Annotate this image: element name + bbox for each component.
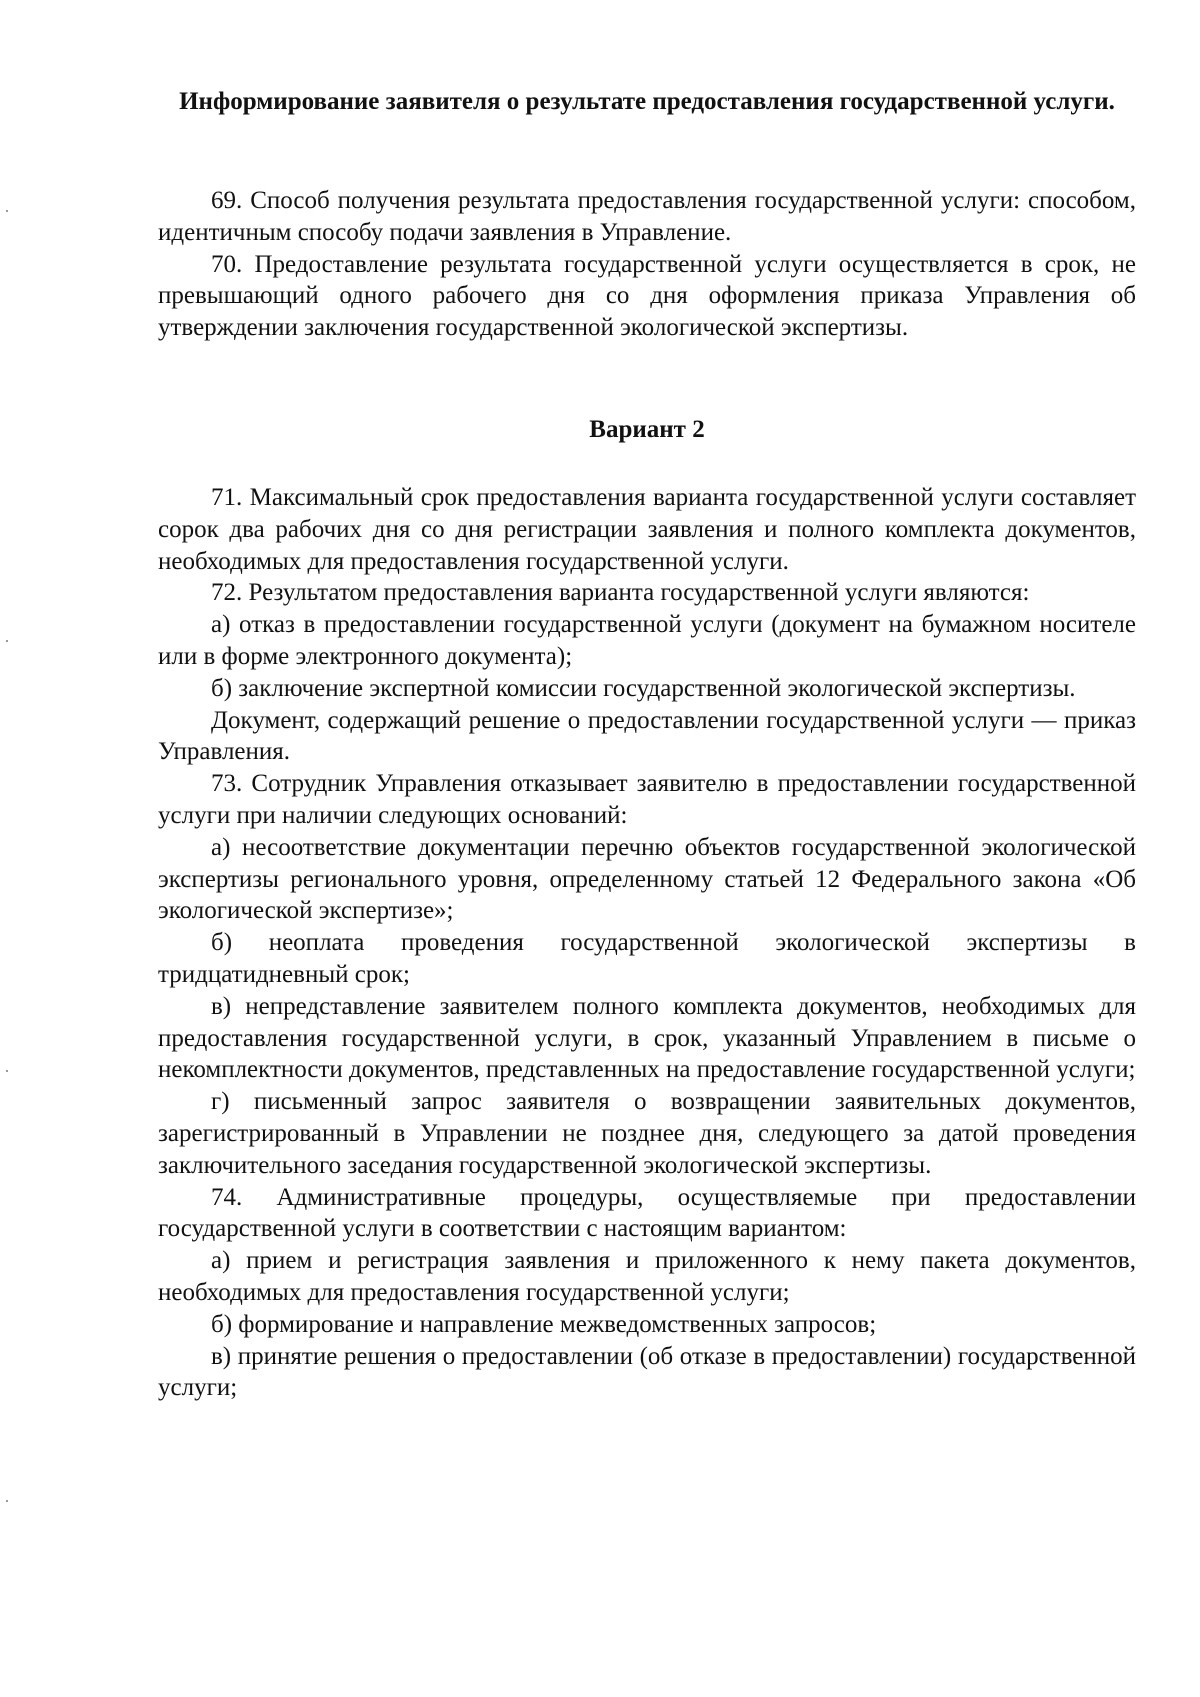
paragraph-74-v: в) принятие решения о предоставлении (об отказе в предоставлении) государственной услуги; [158,1342,1136,1402]
section-heading-informing: Информирование заявителя о результате предоставления государственной услуги. [179,88,1115,115]
paragraph-73-g: г) письменный запрос заявителя о возвращении заявительных документов, зарегистрированный в Управлении не позднее дня, следующего за датой проведения заключительного заседания государственной экологической экспертизы. [158,1088,1136,1179]
paragraph-72-a: а) отказ в предоставлении государственной услуги (документ на бумажном носителе или в форме электронного документа); [158,611,1136,670]
paragraph-73-a: а) несоответствие документации перечню объектов государственной экологической экспертизы регионального уровня, определенному статьей 12 Федерального закона «Об экологической экспертизе»; [158,833,1136,925]
paragraph-69: 69. Способ получения результата предоставления государственной услуги: способом, идентичным способу подачи заявления в Управление. [158,187,1136,246]
scan-edge-mark [6,210,8,212]
paragraph-73-b: б) неоплата проведения государственной экологической экспертизы в тридцатидневный срок; [158,929,1136,988]
paragraph-71: 71. Максимальный срок предоставления варианта государственной услуги составляет сорок два рабочих дня со дня регистрации заявления и полного комплекта документов, необходимых для предоставления государственной услуги. [158,484,1136,575]
paragraph-73: 73. Сотрудник Управления отказывает заявителю в предоставлении государственной услуги при наличии следующих оснований: [158,770,1136,829]
section-2-body [158,482,1136,1404]
paragraph-74-b: б) формирование и направление межведомственных запросов; [211,1310,877,1338]
paragraph-70: 70. Предоставление результата государственной услуги осуществляется в срок, не превышающий одного рабочего дня со дня оформления приказа Управления об утверждении заключения государственной экологической экспертизы. [158,250,1136,342]
paragraph-74-a: а) прием и регистрация заявления и приложенного к нему пакета документов, необходимых для предоставления государственной услуги; [158,1247,1136,1306]
scan-edge-mark [6,1500,8,1502]
scan-edge-mark [6,1070,8,1072]
paragraph-72-b: б) заключение экспертной комиссии государственной экологической экспертизы. [211,674,1076,702]
scan-edge-mark [6,640,8,642]
paragraph-73-v: в) непредставление заявителем полного комплекта документов, необходимых для предоставления государственной услуги, в срок, указанный Управлением в письме о некомплектности документов, представленных на предоставление государственной услуги; [158,992,1136,1084]
section-1-body [158,185,1136,344]
paragraph-decision-document: Документ, содержащий решение о предоставлении государственной услуги — приказ Управления. [158,706,1136,766]
paragraph-72: 72. Результатом предоставления варианта государственной услуги являются: [211,579,1030,607]
section-heading-variant-2: Вариант 2 [589,416,705,443]
paragraph-74: 74. Административные процедуры, осуществляемые при предоставлении государственной услуги в соответствии с настоящим вариантом: [158,1183,1136,1243]
